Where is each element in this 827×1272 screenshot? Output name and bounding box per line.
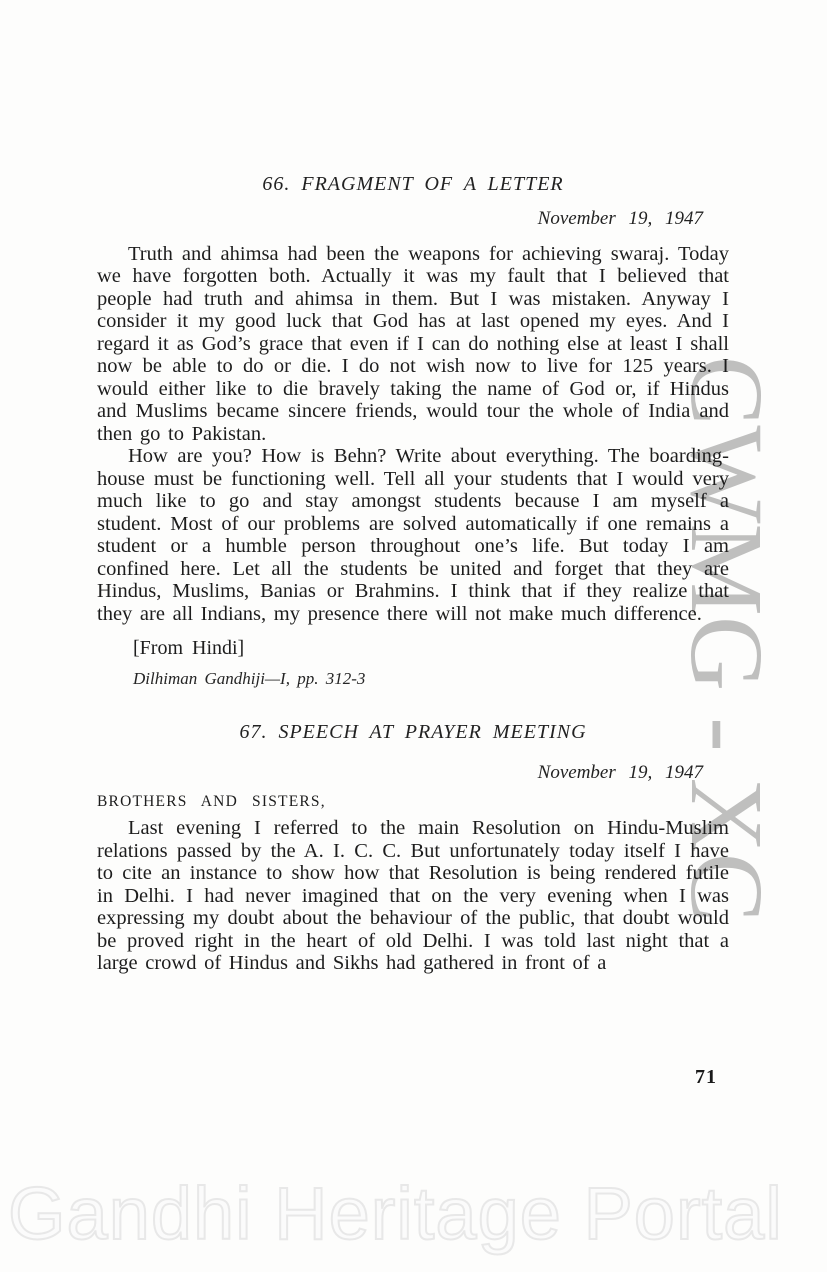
- cwmg-volume-watermark: CWMG - XC: [669, 356, 784, 923]
- paragraph: How are you? How is Behn? Write about everything. The boarding-house must be functioning well. Tell all your students that I would very much like to go and stay amongst students because I am myself a student. Most of our problems are solved automatically if one remains a student or a humble person throughout one’s life. But today I am confined here. Let all the students be united and forget that they are Hindus, Muslims, Banias or Brahmins. I think that if they realize that they are all Indians, my presence there will not make much difference.: [97, 445, 729, 625]
- paragraph: Last evening I referred to the main Resolution on Hindu-Muslim relations passed by the A. I. C. C. But unfortunately today itself I have to cite an instance to show how that Resolution is being rendered futile in Delhi. I had never imagined that on the very evening when I was expressing my doubt about the behaviour of the public, that doubt would be proved right in the heart of old Delhi. I was told last night that a large crowd of Hindus and Sikhs had gathered in front of a: [97, 817, 729, 974]
- source-citation: Dilhiman Gandhiji—I, pp. 312-3: [133, 668, 366, 688]
- language-note: [From Hindi]: [133, 637, 245, 659]
- section-67-dateline: November 19, 1947: [537, 761, 703, 783]
- salutation: BROTHERS AND SISTERS,: [97, 793, 326, 810]
- section-66-dateline: November 19, 1947: [537, 208, 703, 229]
- portal-watermark: Gandhi Heritage Portal: [8, 1172, 783, 1255]
- section-67-title: 67. SPEECH AT PRAYER MEETING: [239, 720, 587, 743]
- page-number: 71: [695, 1066, 717, 1088]
- page-content: [97, 172, 729, 975]
- paragraph: Truth and ahimsa had been the weapons for achieving swaraj. Today we have forgotten both. Actually it was my fault that I believed that people had truth and ahimsa in them. But I was mistaken. Anyway I consider it my good luck that God has at last opened my eyes. And I regard it as God’s grace that even if I can do nothing else at least I shall now be able to do or die. I do not wish now to live for 125 years. I would either like to die bravely taking the name of God or, if Hindus and Muslims became sincere friends, would tour the whole of India and then go to Pakistan.: [97, 242, 729, 445]
- section-66-title: 66. FRAGMENT OF A LETTER: [262, 173, 564, 195]
